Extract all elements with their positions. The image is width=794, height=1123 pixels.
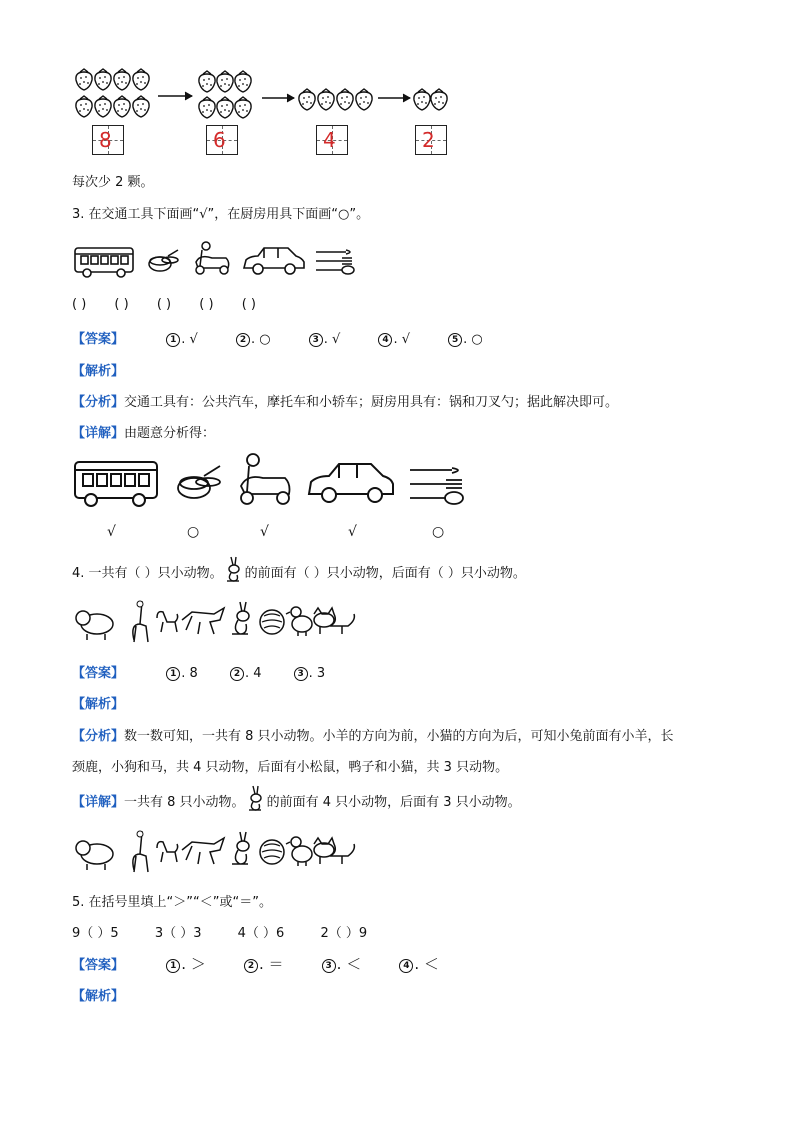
q5-item-1[interactable]: 9（ ）5 bbox=[72, 926, 119, 941]
cat-icon bbox=[314, 838, 354, 864]
duck-icon bbox=[286, 837, 312, 866]
answer-label: 【答案】 bbox=[72, 666, 125, 681]
q3-xiangjie bbox=[72, 422, 215, 441]
q4-xiangjie bbox=[72, 791, 521, 810]
q4-answer-2: 2 . 4 bbox=[230, 666, 262, 681]
q3-icons-row bbox=[0, 238, 794, 298]
sheep-icon bbox=[76, 611, 113, 640]
q3-answer-row bbox=[72, 328, 517, 347]
strawberry-icon bbox=[431, 89, 447, 110]
fenxi-text: 交通工具有：公共汽车，摩托车和小轿车；厨房用具有：锅和刀叉勺；据此解决即可。 bbox=[124, 395, 619, 410]
q4-animals-row-repeat bbox=[0, 826, 794, 886]
q4-answer-row bbox=[72, 662, 359, 681]
strawberry-icon bbox=[337, 89, 353, 110]
q3-answer-2: 2 . ○ bbox=[236, 332, 271, 347]
strawberry-icon bbox=[114, 69, 130, 90]
digit-4: 4 bbox=[323, 128, 336, 152]
q4-jiexi-label: 【解析】 bbox=[72, 697, 125, 712]
squirrel-icon bbox=[260, 840, 284, 864]
scooter-icon bbox=[196, 242, 229, 274]
fenxi-text-1: 数一数可知，一共有 8 只小动物。小羊的方向为前，小猫的方向为后，可知小兔前面有小羊，长 bbox=[124, 729, 674, 744]
giraffe-icon bbox=[133, 831, 148, 872]
q3-paren-4[interactable]: ( ) bbox=[199, 297, 214, 312]
q4-fenxi-line1 bbox=[72, 725, 674, 744]
q4-question-part1: 4. 一共有（ ）只小动物。 bbox=[72, 566, 223, 581]
horse-icon bbox=[182, 838, 224, 864]
strawberry-icon bbox=[217, 71, 233, 92]
digit-box-3 bbox=[316, 125, 348, 155]
q4-answer-3: 3 . 3 bbox=[294, 666, 326, 681]
xiangjie-label: 【详解】 bbox=[72, 426, 125, 441]
q5-answer-1: 1 . ＞ bbox=[166, 953, 206, 974]
digit-box-4 bbox=[415, 125, 447, 155]
fenxi-label: 【分析】 bbox=[72, 729, 125, 744]
q5-items-row bbox=[72, 922, 367, 941]
xiangjie-text-2: 的前面有 4 只小动物，后面有 3 只小动物。 bbox=[266, 795, 521, 810]
q3-parens-row bbox=[72, 297, 280, 312]
digit-6: 6 bbox=[213, 128, 226, 152]
strawberry-icon bbox=[299, 89, 315, 110]
digit-box-2 bbox=[206, 125, 238, 155]
q3-paren-2[interactable]: ( ) bbox=[114, 297, 129, 312]
digit-box-1 bbox=[92, 125, 124, 155]
q3-paren-5[interactable]: ( ) bbox=[241, 297, 256, 312]
pan-icon bbox=[178, 466, 220, 498]
q3-mark-2: ○ bbox=[187, 524, 200, 540]
arrow-icon bbox=[158, 92, 192, 100]
xiangjie-text-1: 一共有 8 只小动物。 bbox=[124, 795, 245, 810]
q5-answer-2: 2 . ＝ bbox=[244, 953, 284, 974]
car-icon bbox=[309, 464, 393, 502]
q5-answer-4: 4 . ＜ bbox=[399, 953, 439, 974]
bus-icon bbox=[75, 248, 133, 277]
q3-answer-5: 5 . ○ bbox=[448, 332, 483, 347]
rabbit-icon bbox=[223, 565, 245, 581]
cutlery-icon bbox=[410, 468, 463, 504]
cat-icon bbox=[314, 608, 354, 634]
q3-question: 3. 在交通工具下面画“√”，在厨房用具下面画“○”。 bbox=[72, 207, 370, 222]
q3-answer-3: 3 . √ bbox=[309, 332, 341, 347]
strawberry-icon bbox=[133, 69, 149, 90]
rabbit-icon bbox=[245, 794, 267, 810]
strawberry-icon bbox=[318, 89, 334, 110]
q3-jiexi-label: 【解析】 bbox=[72, 364, 125, 379]
answer-label: 【答案】 bbox=[72, 958, 125, 973]
q3-mark-4: √ bbox=[348, 524, 357, 540]
q3-mark-1: √ bbox=[107, 524, 116, 540]
strawberry-icon bbox=[76, 69, 92, 90]
q3-fenxi bbox=[72, 391, 618, 410]
strawberry-icon bbox=[414, 89, 430, 110]
strawberry-icon bbox=[114, 96, 130, 117]
q4-animals-row bbox=[0, 596, 794, 656]
q3-paren-3[interactable]: ( ) bbox=[156, 297, 172, 312]
q3-answer-4: 4 . √ bbox=[378, 332, 410, 347]
arrow-icon bbox=[378, 94, 410, 102]
dog-icon bbox=[157, 842, 178, 862]
car-icon bbox=[244, 248, 304, 274]
q3-answer-1: 1 . √ bbox=[166, 332, 198, 347]
rabbit-icon bbox=[232, 832, 249, 864]
fenxi-label: 【分析】 bbox=[72, 395, 125, 410]
q5-jiexi-label: 【解析】 bbox=[72, 989, 125, 1004]
q4-question-part2: 的前面有（ ）只小动物，后面有（ ）只小动物。 bbox=[244, 566, 526, 581]
pan-icon bbox=[149, 250, 178, 271]
strawberry-icon bbox=[235, 97, 251, 118]
q5-item-3[interactable]: 4（ ）6 bbox=[237, 926, 285, 941]
q5-answer-row bbox=[72, 953, 473, 974]
duck-icon bbox=[286, 607, 312, 636]
less-each-time-text: 每次少 2 颗。 bbox=[72, 175, 154, 190]
q4-fenxi-line2: 颈鹿，小狗和马，共 4 只动物，后面有小松鼠，鸭子和小猫，共 3 只动物。 bbox=[72, 760, 509, 775]
strawberry-icon bbox=[235, 71, 251, 92]
q4-question bbox=[72, 562, 526, 581]
q3-mark-3: √ bbox=[260, 524, 269, 540]
sheep-icon bbox=[76, 841, 113, 870]
rabbit-icon bbox=[232, 602, 249, 634]
strawberry-icon bbox=[199, 97, 215, 118]
strawberry-icon bbox=[217, 97, 233, 118]
q5-answer-3: 3 . ＜ bbox=[322, 953, 362, 974]
dog-icon bbox=[157, 612, 178, 632]
strawberry-icon bbox=[76, 96, 92, 117]
scooter-icon bbox=[241, 454, 290, 504]
q3-paren-1[interactable]: ( ) bbox=[72, 297, 87, 312]
q5-item-2[interactable]: 3（ ）3 bbox=[154, 926, 202, 941]
strawberry-icon bbox=[133, 96, 149, 117]
q5-question: 5. 在括号里填上“＞”“＜”或“＝”。 bbox=[72, 895, 272, 910]
horse-icon bbox=[182, 608, 224, 634]
squirrel-icon bbox=[260, 610, 284, 634]
answer-label: 【答案】 bbox=[72, 332, 125, 347]
xiangjie-label: 【详解】 bbox=[72, 795, 125, 810]
digit-8: 8 bbox=[99, 128, 112, 152]
q4-answer-1: 1 . 8 bbox=[166, 666, 198, 681]
strawberry-icon bbox=[95, 69, 111, 90]
digit-2: 2 bbox=[422, 128, 435, 152]
cutlery-icon bbox=[316, 250, 354, 274]
strawberry-icon bbox=[199, 71, 215, 92]
strawberry-icon bbox=[95, 96, 111, 117]
arrow-icon bbox=[262, 94, 294, 102]
q3-icons-row-large bbox=[0, 452, 794, 522]
giraffe-icon bbox=[133, 601, 148, 642]
q5-item-4[interactable]: 2（ ）9 bbox=[320, 926, 368, 941]
q3-mark-5: ○ bbox=[432, 524, 445, 540]
bus-icon bbox=[75, 462, 157, 506]
xiangjie-text: 由题意分析得： bbox=[124, 426, 216, 441]
strawberry-icon bbox=[356, 89, 372, 110]
